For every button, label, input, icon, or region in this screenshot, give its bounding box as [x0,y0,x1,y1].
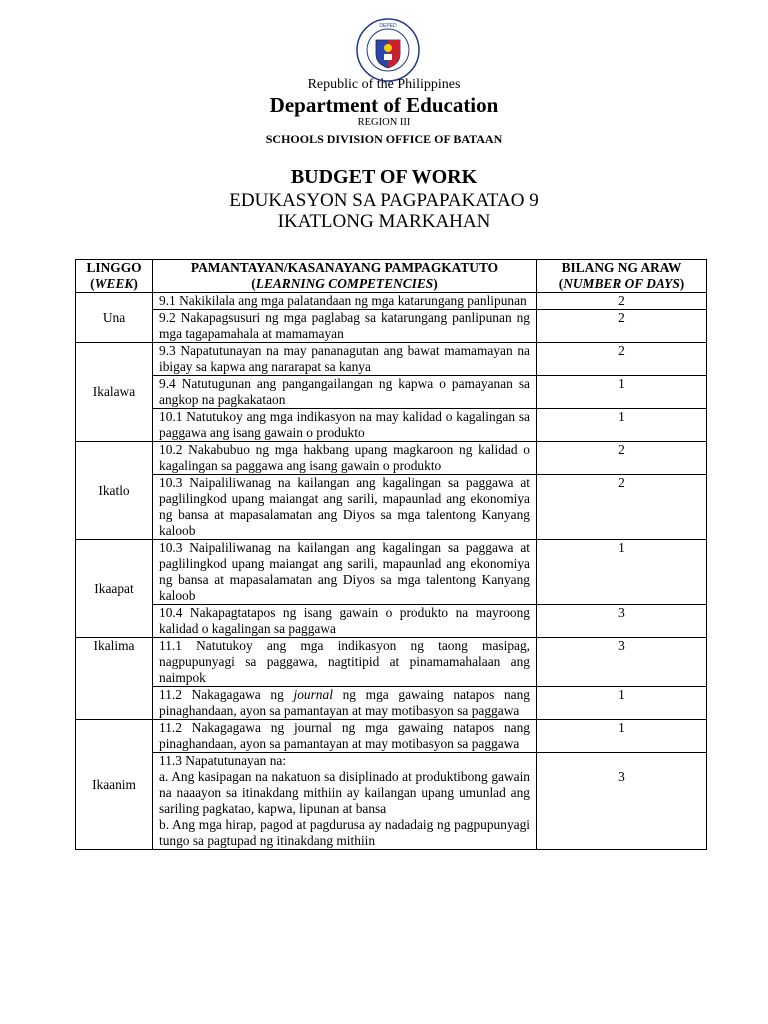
days-cell: 3 [537,638,707,687]
days-cell: 3 [537,605,707,638]
competency-item-a: a. Ang kasipagan na nakatuon sa disiplinado at produktibong gawain na naaayon sa itinakdang mithiin ay kailangan upang umunlad ang sariling pagkatao, kapwa, lipunan at bansa [159,769,530,816]
week-cell: Ikatlo [76,442,153,540]
table-row [76,475,707,540]
table-row [76,720,707,753]
days-cell: 2 [537,310,707,343]
days-cell: 2 [537,442,707,475]
week-cell: Ikaanim [76,720,153,850]
table-row [76,409,707,442]
table-header-row [76,260,707,293]
competency-cell: 11.2 Nakagagawa ng journal ng mga gawaing natapos nang pinaghandaan, ayon sa pamantayan at may motibasyon sa paggawa [153,720,537,753]
competency-cell: 11.2 Nakagagawa ng journal ng mga gawaing natapos nang pinaghandaan, ayon sa pamantayan at may motibasyon sa paggawa [153,687,537,720]
days-cell: 1 [537,687,707,720]
table-row [76,442,707,475]
quarter-title: IKATLONG MARKAHAN [277,211,491,232]
days-cell: 1 [537,540,707,605]
competency-item-b: b. Ang mga hirap, pagod at pagdurusa ay nadadaig ng pagpupunyagi tungo sa pagtupad ng itinakdang mithiin [159,817,530,848]
competency-cell: 9.4 Natutugunan ang pangangailangan ng kapwa o pamayanan sa angkop na pagkakataon [153,376,537,409]
competency-cell: 10.2 Nakabubuo ng mga hakbang upang magkaroon ng kalidad o kagalingan sa paggawa ang isang gawain o produkto [153,442,537,475]
week-cell: Ikaapat [76,540,153,638]
competency-cell: 10.1 Natutukoy ang mga indikasyon na may kalidad o kagalingan sa paggawa ang isang gawain o produkto [153,409,537,442]
week-cell: Una [76,293,153,343]
table-row [76,605,707,638]
days-cell: 2 [537,475,707,540]
table-row [76,753,707,850]
competency-cell: 9.1 Nakikilala ang mga palatandaan ng mga katarungang panlipunan [153,293,537,310]
table-row [76,540,707,605]
days-cell: 1 [537,720,707,753]
document-title: BUDGET OF WORK [290,166,478,188]
competency-cell: 9.2 Nakapagsusuri ng mga paglabag sa katarungang panlipunan ng mga tagapamahala at mamamayan [153,310,537,343]
competency-cell: 10.3 Naipaliliwanag na kailangan ang kagalingan sa paggawa at paglilingkod upang maiangat ang sarili, mapaunlad ang ekonomiya ng bansa at mapasalamatan ang Diyos sa mga talentong Kanyang kaloob [153,540,537,605]
days-cell: 1 [537,409,707,442]
days-cell: 2 [537,343,707,376]
competency-cell: 11.1 Natutukoy ang mga indikasyon ng taong masipag, nagpupunyagi sa paggawa, nagtitipid at pinamamahalaan ang naimpok [153,638,537,687]
competency-cell: 9.3 Napatutunayan na may pananagutan ang bawat mamamayan na ibigay sa kapwa ang nararapat sa kanya [153,343,537,376]
subject-title: EDUKASYON SA PAGPAPAKATAO 9 [229,190,539,211]
week-column-header: LINGGO (WEEK) [76,260,153,293]
division-heading: SCHOOLS DIVISION OFFICE OF BATAAN [265,132,503,146]
days-cell: 3 [537,753,707,850]
week-cell: Ikalima [76,638,153,720]
competency-cell: 10.3 Naipaliliwanag na kailangan ang kagalingan sa paggawa at paglilingkod upang maiangat ang sarili, mapaunlad ang ekonomiya ng bansa at mapasalamatan ang Diyos sa mga talentong Kanyang kaloob [153,475,537,540]
competency-cell [153,753,537,850]
competency-cell: 10.4 Nakapagtatapos ng isang gawain o produkto na mayroong kalidad o kagalingan sa paggawa [153,605,537,638]
region-heading: REGION III [357,117,411,128]
svg-text:DEPED: DEPED [379,23,397,29]
deped-seal-logo [356,18,420,82]
days-cell: 1 [537,376,707,409]
budget-of-work-table [75,259,707,850]
week-cell: Ikalawa [76,343,153,442]
table-row [76,638,707,687]
republic-heading: Republic of the Philippines [307,77,461,92]
table-row [76,310,707,343]
table-row [76,687,707,720]
table-row [76,343,707,376]
competency-intro: 11.3 Napatutunayan na: [159,753,287,768]
days-cell: 2 [537,293,707,310]
table-row [76,293,707,310]
competency-column-header: PAMANTAYAN/KASANAYANG PAMPAGKATUTO (LEARNING COMPETENCIES) [153,260,537,293]
department-heading: Department of Education [269,93,499,117]
days-column-header: BILANG NG ARAW (NUMBER OF DAYS) [537,260,707,293]
table-row [76,376,707,409]
